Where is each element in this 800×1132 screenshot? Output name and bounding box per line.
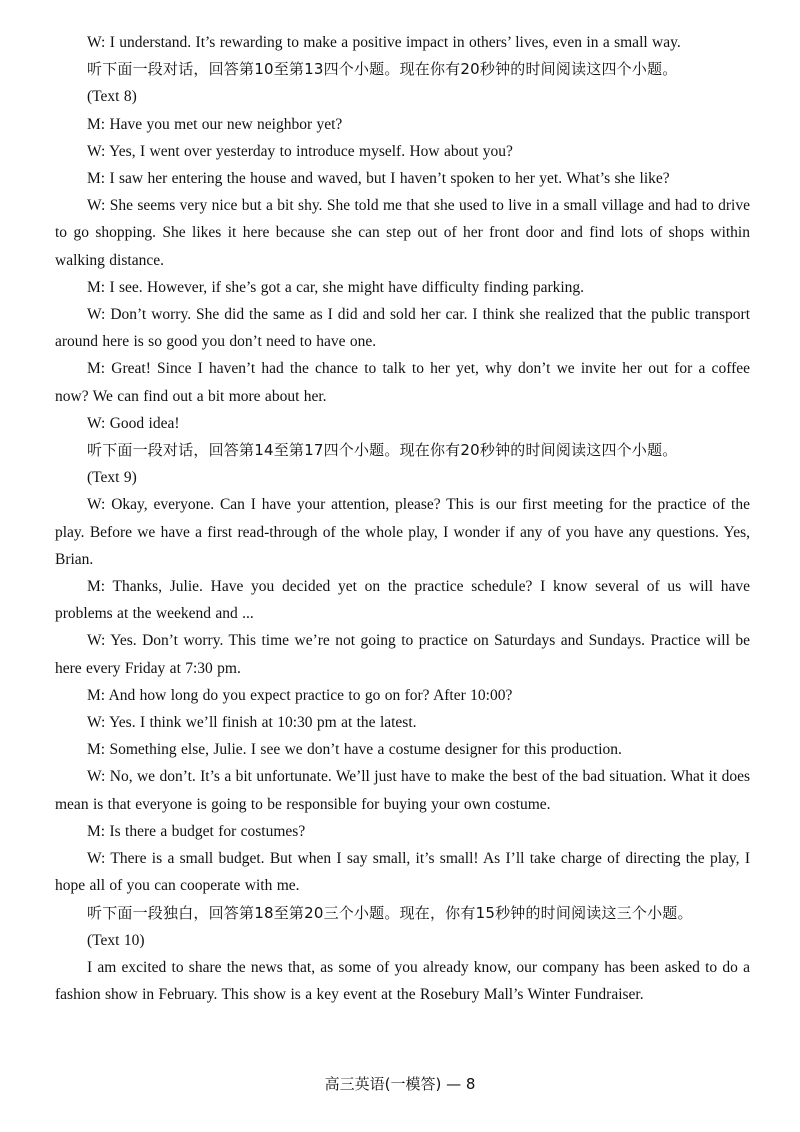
- dialogue-line: W: Yes, I went over yesterday to introduce myself. How about you?: [87, 142, 513, 160]
- dialogue-line: M: Is there a budget for costumes?: [87, 822, 306, 840]
- dialogue-line: M: Have you met our new neighbor yet?: [87, 115, 343, 133]
- page-footer: 高三英语(一模答) — 8: [324, 1075, 476, 1093]
- section-instruction: 听下面一段对话，回答第10至第13四个小题。现在你有20秒钟的时间阅读这四个小题。: [87, 60, 678, 79]
- dialogue-line: M: Something else, Julie. I see we don’t have a costume designer for this production.: [87, 741, 622, 759]
- text-label: (Text 9): [87, 469, 137, 487]
- dialogue-line: W: Don’t worry. She did the same as I did and sold her car. I think she realized that the public transport around here is so good you don’t need to have one.: [55, 306, 750, 351]
- dialogue-line: W: Good idea!: [87, 414, 180, 432]
- section-instruction: 听下面一段独白，回答第18至第20三个小题。现在，你有15秒钟的时间阅读这三个小题。: [87, 903, 693, 922]
- dialogue-line: W: No, we don’t. It’s a bit unfortunate. We’ll just have to make the best of the bad situation. What it does mean is that everyone is going to be responsible for buying your own costume.: [55, 768, 750, 813]
- dialogue-line: M: Great! Since I haven’t had the chance to talk to her yet, why don’t we invite her out for a coffee now? We can find out a bit more about her.: [55, 360, 750, 405]
- dialogue-line: W: I understand. It’s rewarding to make a positive impact in others’ lives, even in a small way.: [87, 34, 681, 51]
- dialogue-line: W: Yes. Don’t worry. This time we’re not going to practice on Saturdays and Sundays. Practice will be here every Friday at 7:30 pm.: [55, 632, 750, 677]
- dialogue-line: M: And how long do you expect practice to go on for? After 10:00?: [87, 686, 513, 704]
- dialogue-line: W: There is a small budget. But when I say small, it’s small! As I’ll take charge of directing the play, I hope all of you can cooperate with me.: [55, 850, 750, 895]
- text-label: (Text 8): [87, 88, 137, 106]
- text-label: (Text 10): [87, 931, 145, 949]
- dialogue-line: M: Thanks, Julie. Have you decided yet on the practice schedule? I know several of us will have problems at the weekend and ...: [55, 578, 750, 623]
- dialogue-line: M: I saw her entering the house and waved, but I haven’t spoken to her yet. What’s she like?: [87, 170, 670, 188]
- dialogue-line: W: Yes. I think we’ll finish at 10:30 pm at the latest.: [87, 714, 417, 732]
- monologue-paragraph: I am excited to share the news that, as some of you already know, our company has been asked to do a fashion show in February. This show is a key event at the Rosebury Mall’s Winter Fundraiser.: [55, 958, 750, 1004]
- dialogue-line: M: I see. However, if she’s got a car, she might have difficulty finding parking.: [87, 278, 585, 296]
- document-body: [55, 29, 750, 1008]
- dialogue-line: W: Okay, everyone. Can I have your attention, please? This is our first meeting for the practice of the play. Before we have a first read-through of the whole play, I wonder if any of you have any questions. Yes, Brian.: [55, 496, 750, 568]
- section-instruction: 听下面一段对话，回答第14至第17四个小题。现在你有20秒钟的时间阅读这四个小题。: [87, 441, 678, 460]
- dialogue-line: W: She seems very nice but a bit shy. She told me that she used to live in a small village and had to drive to go shopping. She likes it here because she can step out of her front door and find lots of shops within walking distance.: [55, 197, 750, 269]
